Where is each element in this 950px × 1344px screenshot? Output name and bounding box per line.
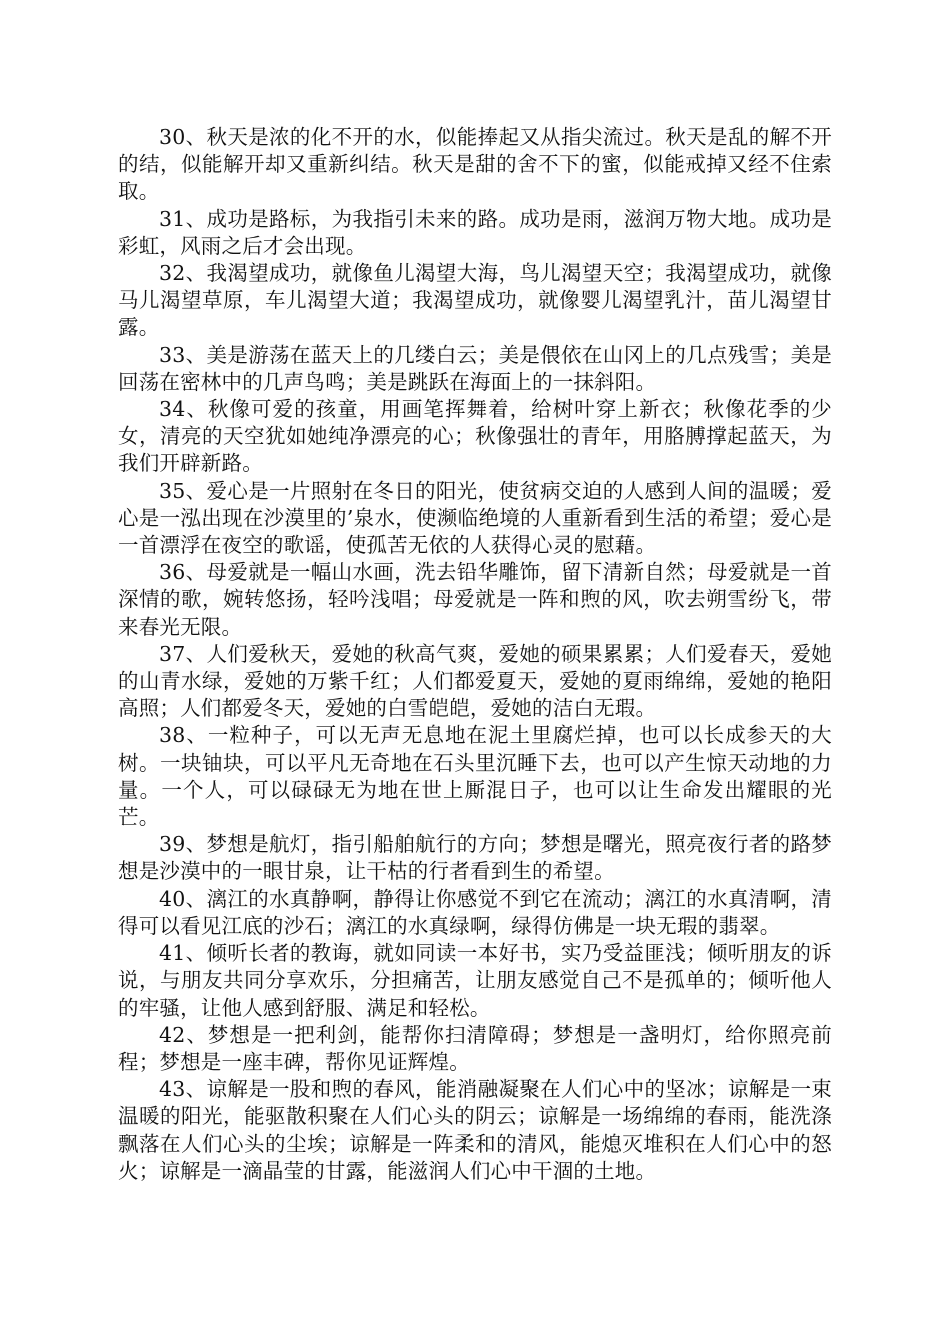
paragraph-32: 32、我渴望成功，就像鱼儿渴望大海，鸟儿渴望天空；我渴望成功，就像马儿渴望草原，车儿渴望大道；我渴望成功，就像婴儿渴望乳汁，苗儿渴望甘露。 <box>118 261 832 340</box>
paragraph-30: 30、秋天是浓的化不开的水，似能捧起又从指尖流过。秋天是乱的解不开的结，似能解开却又重新纠结。秋天是甜的舍不下的蜜，似能戒掉又经不住索取。 <box>118 125 832 204</box>
paragraph-37: 37、人们爱秋天，爱她的秋高气爽，爱她的硕果累累；人们爱春天，爱她的山青水绿，爱她的万紫千红；人们都爱夏天，爱她的夏雨绵绵，爱她的艳阳高照；人们都爱冬天，爱她的白雪皑皑，爱她的洁白无瑕。 <box>118 641 832 721</box>
paragraph-43: 43、谅解是一股和煦的春风，能消融凝聚在人们心中的坚冰；谅解是一束温暖的阳光，能驱散积聚在人们心头的阴云；谅解是一场绵绵的春雨，能洗涤飘落在人们心头的尘埃；谅解是一阵柔和的清风，能熄灭堆积在人们心中的怒火；谅解是一滴晶莹的甘露，能滋润人们心中干涸的土地。 <box>118 1077 832 1183</box>
paragraph-31: 31、成功是路标，为我指引未来的路。成功是雨，滋润万物大地。成功是彩虹，风雨之后才会出现。 <box>118 206 832 258</box>
paragraph-33: 33、美是游荡在蓝天上的几缕白云；美是偎依在山冈上的几点残雪；美是回荡在密林中的几声鸟鸣；美是跳跃在海面上的一抹斜阳。 <box>118 342 832 394</box>
paragraph-40: 40、漓江的水真静啊，静得让你感觉不到它在流动；漓江的水真清啊，清得可以看见江底的沙石；漓江的水真绿啊，绿得仿佛是一块无瑕的翡翠。 <box>118 886 832 938</box>
paragraph-34: 34、秋像可爱的孩童，用画笔挥舞着，给树叶穿上新衣；秋像花季的少女，清亮的天空犹如她纯净漂亮的心；秋像强壮的青年，用胳膊撑起蓝天，为我们开辟新路。 <box>118 397 832 476</box>
paragraph-41: 41、倾听长者的教诲，就如同读一本好书，实乃受益匪浅；倾听朋友的诉说，与朋友共同分享欢乐，分担痛苦，让朋友感觉自己不是孤单的；倾听他人的牢骚，让他人感到舒服、满足和轻松。 <box>118 941 832 1020</box>
paragraph-36: 36、母爱就是一幅山水画，洗去铅华雕饰，留下清新自然；母爱就是一首深情的歌，婉转悠扬，轻吟浅唱；母爱就是一阵和煦的风，吹去朔雪纷飞，带来春光无限。 <box>118 560 832 639</box>
paragraph-42: 42、梦想是一把利剑，能帮你扫清障碍；梦想是一盏明灯，给你照亮前程；梦想是一座丰碑，帮你见证辉煌。 <box>118 1022 832 1074</box>
paragraph-38: 38、一粒种子，可以无声无息地在泥土里腐烂掉，也可以长成参天的大树。一块铀块，可以平凡无奇地在石头里沉睡下去，也可以产生惊天动地的力量。一个人，可以碌碌无为地在世上厮混日子，也可以让生命发出耀眼的光芒。 <box>118 723 832 830</box>
paragraph-39: 39、梦想是航灯，指引船舶航行的方向；梦想是曙光，照亮夜行者的路梦想是沙漠中的一眼甘泉，让干枯的行者看到生的希望。 <box>118 832 832 884</box>
document-body <box>118 124 832 1185</box>
paragraph-35: 35、爱心是一片照射在冬日的阳光，使贫病交迫的人感到人间的温暖；爱心是一泓出现在沙漠里的’泉水，使濒临绝境的人重新看到生活的希望；爱心是一首漂浮在夜空的歌谣，使孤苦无依的人获得心灵的慰藉。 <box>118 478 832 558</box>
